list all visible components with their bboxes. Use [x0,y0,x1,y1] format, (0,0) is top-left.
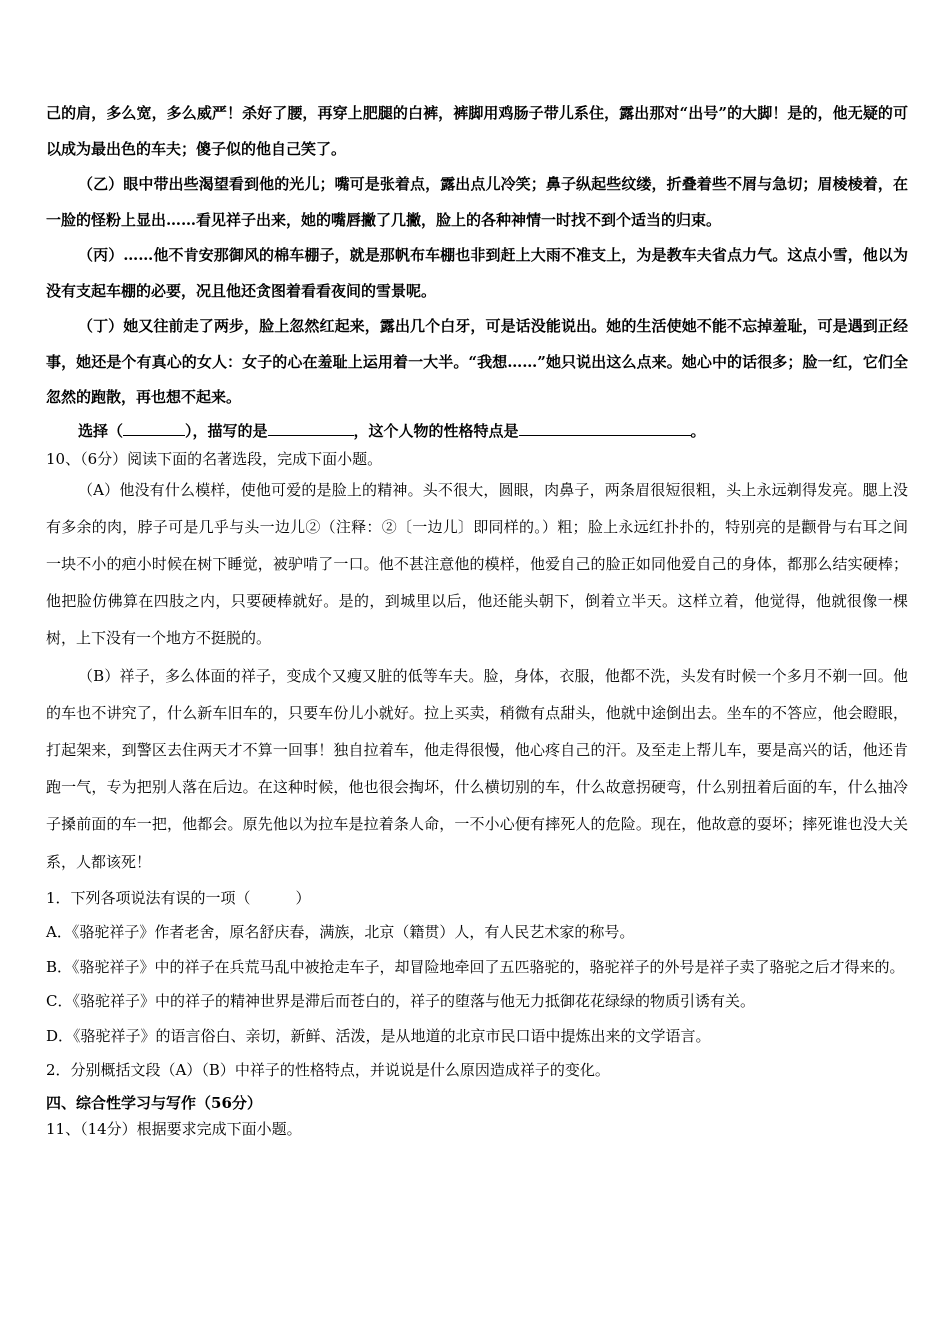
subquestion-2: 2．分别概括文段（A）（B）中祥子的性格特点，并说说是什么原因造成祥子的变化。 [46,1061,610,1080]
question-10-passages [46,472,908,881]
passage-paragraph-bing: （丙）……他不肯安那御风的棉车棚子，就是那帆布车棚也非到赶上大雨不准支上，为是教车夫省点力气。这点小雪，他以为没有支起车棚的必要，况且他还贪图着看看夜间的雪景呢。 [46,246,908,300]
subquestion-1-stem: 1．下列各项说法有误的一项（ ） [46,888,311,907]
fill-in-blank-traits[interactable] [519,419,691,436]
question-11-heading: 11、（14分）根据要求完成下面小题。 [46,1119,302,1138]
passage-b: （B）祥子，多么体面的祥子，变成个又瘦又脏的低等车夫。脸，身体，衣服，他都不洗，头发有时候一个多月不剃一回。他的车也不讲究了，什么新车旧车的，只要车份儿小就好。拉上买卖，稍微有点甜头，他就中途倒出去。坐车的不答应，他会瞪眼，打起架来，到警区去住两天才不算一回事！独自拉着车，他走得很慢，他心疼自己的汗。及至走上帮儿车，要是高兴的话，他还肯跑一气，专为把别人落在后边。在这种时候，他也很会掏坏，什么横切别的车，什么故意拐硬弯，什么别扭着后面的车，什么抽冷子搡前面的车一把，他都会。原先他以为拉车是拉着条人命，一不小心便有摔死人的危险。现在，他故意的耍坏；摔死谁也没大关系，人都该死！ [46,666,908,871]
question-10-subquestions [46,881,908,1088]
option-c[interactable]: C．《骆驼祥子》中的祥子的精神世界是滞后而苍白的，祥子的堕落与他无力抵御花花绿绿的物质引诱有关。 [46,992,755,1011]
fill-in-text-1: 选择（ [78,421,124,440]
option-b[interactable]: B．《骆驼祥子》中的祥子在兵荒马乱中被抢走车子，却冒险地牵回了五匹骆驼的，骆驼祥子的外号是祥子卖了骆驼之后才得来的。 [46,957,905,976]
document-page [46,96,908,1142]
fill-in-question [78,416,908,446]
fill-in-text-2: ），描写的是 [185,421,268,440]
fill-in-text-3: ，这个人物的性格特点是 [353,421,519,440]
fill-in-blank-choice[interactable] [123,419,185,436]
section-4-title: 四、综合性学习与写作（56分） [46,1093,262,1112]
passage-paragraph-jia-end: 己的肩，多么宽，多么威严！杀好了腰，再穿上肥腿的白裤，裤脚用鸡肠子带儿系住，露出那对“出号”的大脚！是的，他无疑的可以成为最出色的车夫；傻子似的他自己笑了。 [46,104,908,158]
question-10-heading: 10、（6分）阅读下面的名著选段，完成下面小题。 [46,449,383,468]
passage-a: （A）他没有什么模样，使他可爱的是脸上的精神。头不很大，圆眼，肉鼻子，两条眉很短很粗，头上永远剃得发亮。腮上没有多余的肉，脖子可是几乎与头一边儿②（注释：②〔一边儿〕即同样的。）粗；脸上永远红扑扑的，特别亮的是颧骨与右耳之间一块不小的疤小时候在树下睡觉，被驴啃了一口。他不甚注意他的模样，他爱自己的脸正如同他爱自己的身体，都那么结实硬棒；他把脸仿佛算在四肢之内，只要硬棒就好。是的，到城里以后，他还能头朝下，倒着立半天。这样立着，他觉得，他就很像一棵树，上下没有一个地方不挺脱的。 [46,480,908,648]
fill-in-text-4: 。 [690,421,706,440]
option-a[interactable]: A．《骆驼祥子》作者老舍，原名舒庆春，满族，北京（籍贯）人，有人民艺术家的称号。 [46,923,635,942]
fill-in-blank-subject[interactable] [268,419,354,436]
passage-paragraph-ding: （丁）她又往前走了两步，脸上忽然红起来，露出几个白牙，可是话没能说出。她的生活使她不能不忘掉羞耻，可是遇到正经事，她还是个有真心的女人：女子的心在羞耻上运用着一大半。“我想……”她只说出这么点来。她心中的话很多；脸一红，它们全忽然的跑散，再也想不起来。 [46,317,908,406]
option-d[interactable]: D．《骆驼祥子》的语言俗白、亲切，新鲜、活泼，是从地道的北京市民口语中提炼出来的文学语言。 [46,1026,711,1045]
passage-paragraph-yi: （乙）眼中带出些渴望看到他的光儿；嘴可是张着点，露出点儿冷笑；鼻子纵起些纹缕，折叠着些不屑与急切；眉棱棱着，在一脸的怪粉上显出……看见祥子出来，她的嘴唇撇了几撇，脸上的各种神情一时找不到个适当的归束。 [46,175,908,229]
